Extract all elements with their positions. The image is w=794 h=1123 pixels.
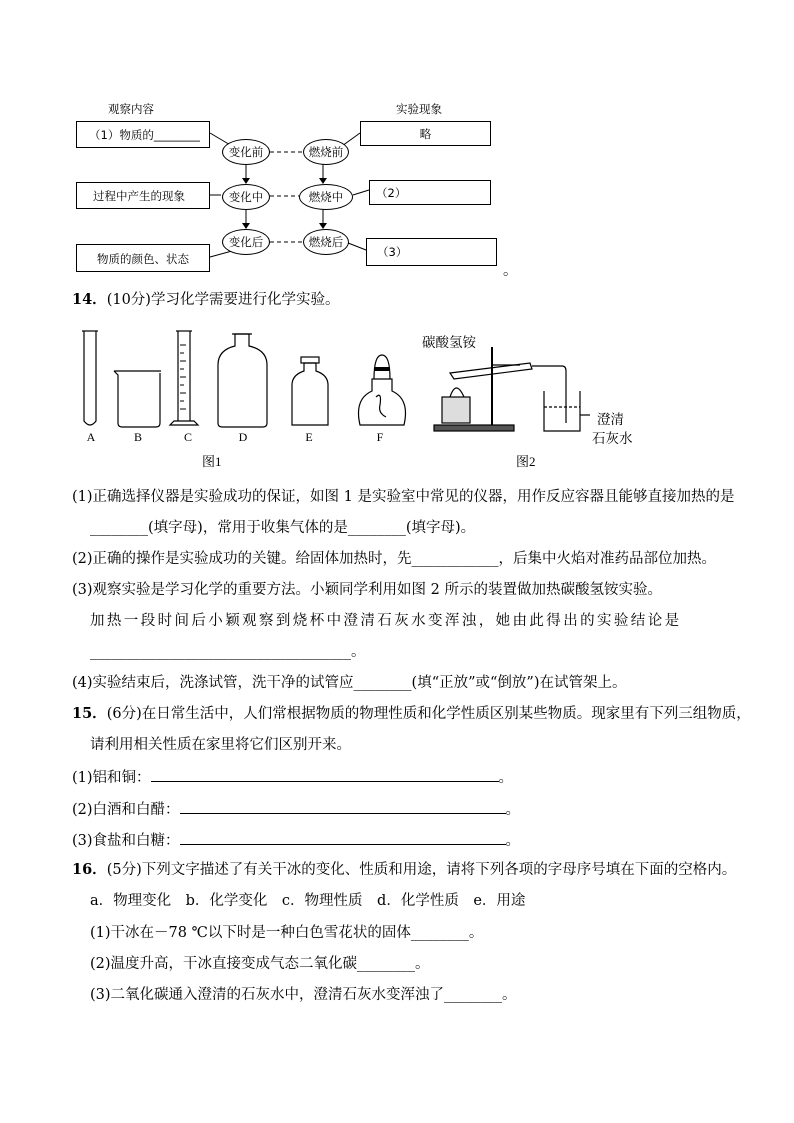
q15-line1 [72, 705, 751, 723]
q15-item1-blank[interactable] [151, 767, 499, 782]
q14-line [72, 291, 339, 309]
q14-stem: (10分)学习化学需要进行化学实验。 [106, 292, 340, 308]
q14-p3b: 加热一段时间后小颖观察到烧杯中澄清石灰水变浑浊，她由此得出的实验结论是 [90, 613, 682, 629]
fig1-letter-F: F [376, 430, 384, 444]
q15-item1-end: 。 [498, 770, 514, 786]
q15-item2-end: 。 [505, 802, 521, 818]
q15-item2 [72, 799, 520, 819]
q15-item3-blank[interactable] [180, 830, 506, 845]
oval-during-burning: 燃烧中 [299, 184, 353, 210]
q15-item3-label: (3)食盐和白糖： [72, 833, 180, 849]
reagent-bottle-E [292, 363, 328, 425]
q14-p1b: ________(填字母)，常用于收集气体的是________(填字母)。 [90, 520, 476, 536]
left-box-1: （1）物质的________ [76, 121, 210, 148]
fig2-label-right1: 澄清 [597, 412, 624, 428]
fig2-caption: 图2 [516, 454, 536, 469]
figure1-apparatus [70, 325, 420, 443]
right-column-title: 实验现象 [396, 102, 442, 116]
fig1-letter-D: D [238, 430, 248, 444]
fig1-letter-B: B [133, 430, 142, 444]
q16-line [72, 861, 736, 879]
oval-after-burning: 燃烧后 [303, 229, 349, 255]
q16-number: 16． [72, 861, 107, 878]
q15-item1-label: (1)铝和铜： [72, 770, 151, 786]
q15-item3 [72, 830, 520, 850]
q15-item3-end: 。 [505, 833, 521, 849]
q16-stem: (5分)下列文字描述了有关干冰的变化、性质和用途，请将下列各项的字母序号填在下面的空格内。 [106, 862, 737, 878]
oval-after-change: 变化后 [222, 229, 270, 255]
q15-item1 [72, 767, 513, 787]
left-box-2: 过程中产生的现象 [76, 182, 210, 209]
q16-item3: (3)二氧化碳通入澄清的石灰水中，澄清石灰水变浑浊了________。 [90, 987, 517, 1003]
fig1-letter-A: A [86, 430, 96, 444]
q14-p1a: (1)正确选择仪器是实验成功的保证，如图 1 是实验室中常见的仪器，用作反应容器且能够直接加热的是 [72, 489, 735, 505]
q14-p2: (2)正确的操作是实验成功的关键。给固体加热时，先____________，后集中火焰对准药品部位加热。 [72, 551, 717, 567]
gas-bottle-D [218, 334, 267, 427]
q15-stem2: 请利用相关性质在家里将它们区别开来。 [90, 737, 351, 753]
q16-item1: (1)干冰在－78 ℃以下时是一种白色雪花状的固体________。 [90, 925, 484, 941]
q14-p3c: ____________________________________。 [90, 644, 366, 660]
left-box-3: 物质的颜色、状态 [76, 244, 210, 272]
q16-item2: (2)温度升高，干冰直接变成气态二氧化碳________。 [90, 956, 430, 972]
test-tube-A [84, 331, 96, 425]
right-box-3: （3） [366, 238, 497, 266]
oval-before-change: 变化前 [222, 139, 270, 165]
q15-stem1: (6分)在日常生活中，人们常根据物质的物理性质和化学性质区别某些物质。现家里有下列三组物质， [106, 706, 751, 722]
q16-options: a．物理变化 b．化学变化 c．物理性质 d．化学性质 e．用途 [90, 893, 526, 909]
q14-p4: (4)实验结束后，洗涤试管，洗干净的试管应________(填“正放”或“倒放”)在试管架上。 [72, 675, 627, 691]
q14-number: 14． [72, 291, 107, 308]
q14-p3a: (3)观察实验是学习化学的重要方法。小颖同学利用如图 2 所示的装置做加热碳酸氢铵实验。 [72, 582, 662, 598]
fig2-label-top: 碳酸氢铵 [422, 335, 476, 351]
right-box-2: （2） [369, 180, 491, 205]
q15-item2-label: (2)白酒和白醋： [72, 802, 180, 818]
beaker-B [114, 371, 160, 427]
alcohol-lamp-F [359, 379, 406, 425]
fig1-letter-E: E [305, 430, 313, 444]
fig1-letter-C: C [183, 430, 192, 444]
left-column-title: 观察内容 [108, 102, 154, 116]
q15-number: 15． [72, 705, 107, 722]
fig1-caption: 图1 [202, 454, 222, 469]
oval-before-burning: 燃烧前 [303, 139, 349, 165]
oval-during-change: 变化中 [222, 184, 270, 210]
right-box-1: 略 [360, 121, 491, 146]
diagram-end-mark: 。 [503, 263, 518, 279]
q15-item2-blank[interactable] [180, 799, 506, 814]
fig2-label-right2: 石灰水 [592, 431, 633, 447]
